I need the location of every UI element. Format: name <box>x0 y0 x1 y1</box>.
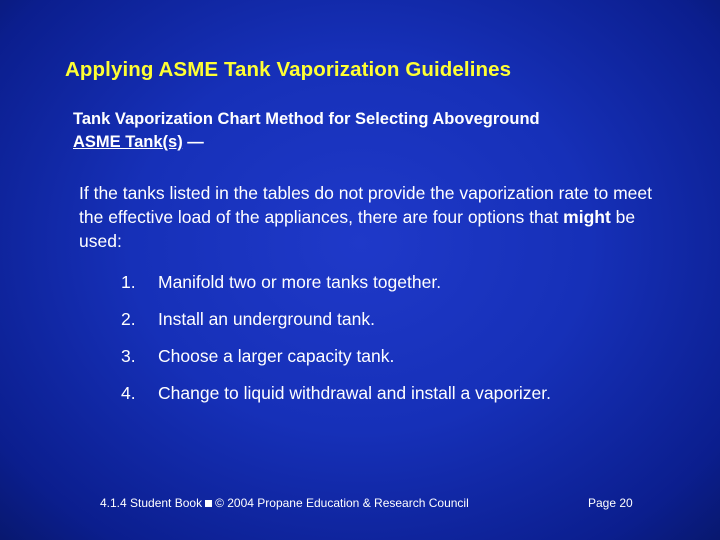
options-list <box>121 270 551 418</box>
option-number: 4. <box>121 383 136 403</box>
page-number: Page 20 <box>588 496 633 510</box>
option-item <box>121 270 551 307</box>
option-text: Manifold two or more tanks together. <box>158 272 442 292</box>
footer <box>100 496 469 510</box>
option-item <box>121 344 551 381</box>
square-bullet-icon <box>205 500 212 507</box>
option-text: Choose a larger capacity tank. <box>158 346 395 366</box>
subtitle-line1: Tank Vaporization Chart Method for Selecting Aboveground <box>73 110 540 128</box>
intro-text-before: If the tanks listed in the tables do not provide the vaporization rate to meet the effective load of the appliances, there are four options that <box>79 183 652 227</box>
option-item <box>121 307 551 344</box>
intro-paragraph <box>79 181 679 253</box>
option-text: Change to liquid withdrawal and install a vaporizer. <box>158 383 552 403</box>
option-number: 3. <box>121 346 136 366</box>
slide-subtitle <box>73 108 673 154</box>
slide-title: Applying ASME Tank Vaporization Guidelines <box>65 58 512 81</box>
intro-text-after: be used: <box>79 207 636 251</box>
intro-emphasis: might <box>563 207 611 227</box>
option-text: Install an underground tank. <box>158 309 375 329</box>
footer-book-ref: 4.1.4 Student Book <box>100 496 203 510</box>
option-item <box>121 381 551 418</box>
subtitle-dash: — <box>182 133 204 151</box>
footer-copyright: © 2004 Propane Education & Research Council <box>215 496 469 510</box>
subtitle-tank-label: ASME Tank(s) <box>73 133 183 151</box>
option-number: 1. <box>121 272 136 292</box>
option-number: 2. <box>121 309 136 329</box>
